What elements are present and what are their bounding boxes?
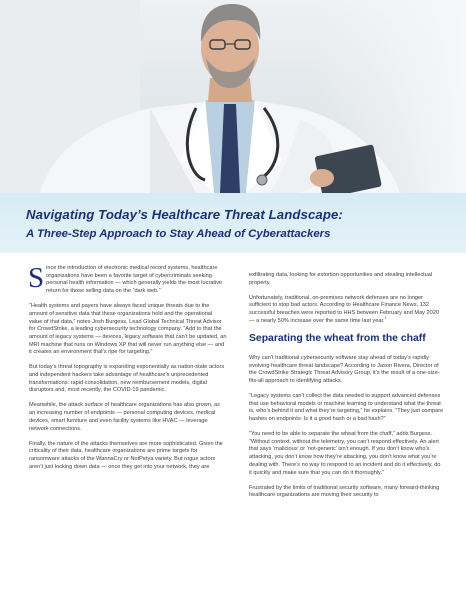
right-paragraph-3: Why can’t traditional cybersecurity software stay ahead of today’s rapidly evolving healthcare threat landscape? According to Jason Rivera, Director of the CrowdStrike Strategic Threat Advisory Group, it’s the result of a one-size-fits-all approach to identifying attacks. — [249, 354, 440, 384]
right-column — [249, 272, 444, 507]
intro-paragraph — [28, 262, 227, 296]
footnote-marker: 1 — [384, 315, 387, 320]
right-paragraph-1: exfiltrating data, looking for extortion opportunities and stealing intellectual property. — [249, 272, 433, 286]
title-band — [0, 193, 466, 253]
stethoscope-chestpiece-icon — [257, 175, 267, 185]
left-paragraph-4: Meanwhile, the attack surface of healthcare organizations has also grown, as an increasing number of endpoints — personal computing devices, medical devices, smart furniture and even facility systems like HVAC — leverage network connections. — [29, 402, 220, 432]
drop-cap: S — [28, 262, 45, 294]
left-paragraph-2: “Health systems and payers have always faced unique threats due to the amount of sensitive data that these organizations hold and the operational value of that data,” notes Josh Burgess, Lead Global Technical Threat Advisor for CrowdStrike, a leading cybersecurity technology company. “Add to that the amount of legacy systems — devices, legacy software that can’t be updated, an MRI machine that runs on Windows XP that will never run anything else — and it creates an environment that’s ripe for targeting.” — [29, 303, 227, 356]
page-subtitle: A Three-Step Approach to Stay Ahead of Cyberattackers — [26, 228, 331, 240]
right-paragraph-6: Frustrated by the limits of traditional security software, many forward-thinking healthcare organizations are moving their security to — [249, 484, 440, 499]
doctor-illustration — [0, 0, 466, 193]
left-column — [28, 262, 227, 479]
page-title: Navigating Today’s Healthcare Threat Landscape: — [26, 207, 343, 222]
right-paragraph-2 — [249, 295, 444, 326]
right-paragraph-4: “Legacy systems can’t collect the data needed to support advanced defenses that use behavioral models or machine learning to understand what the threat is, who’s behind it and what they’re targeting,” he explains. “They just compare hashes on endpoints: Is it a good hash or a bad hash?” — [249, 392, 444, 423]
hero-photo — [0, 0, 466, 193]
left-paragraph-3: But today’s threat topography is expanding exponentially as nation-state actors and independent hackers take advantage of healthcare’s unprecedented transformations: rapid consolidation, new reimbursement models, digital disruptors and, most recently, the COVID-19 pandemic. — [29, 364, 225, 394]
intro-text: ince the introduction of electronic medical record systems, healthcare organizations have been a favorite target of cybercriminals seeking personal health information — which generally yields the most lucrative return for those selling data on the “dark web.” — [46, 265, 223, 295]
right-paragraph-5: “You need to be able to separate the wheat from the chaff,” adds Burgess. “Without context, without the telemetry, you can’t respond effectively. An alert that says ‘malicious’ or ‘not-generic’ isn’t enough. If you don’t know who’s attacking, you don’t know how they’re attacking, you don’t know what you’re dealing with. There’s no way to respond to an incident and do it effectively, do it quickly and make sure that you can do it thoroughly.” — [249, 431, 441, 476]
right-paragraph-2-text: Unfortunately, traditional, on-premises network defenses are no longer sufficient to stop bad actors. According to Healthcare Finance News, 132 successful breaches were reported to HHS between February and May 2020 — a nearly 50% increase over the same time last year. — [249, 294, 439, 324]
section-heading: Separating the wheat from the chaff — [249, 332, 426, 344]
left-paragraph-5: Finally, the nature of the attacks themselves are more sophisticated. Given the criticality of their data, healthcare organizations are prime targets for ransomware attacks of the WannaCry or NotPetya variety. But rogue actors aren’t just locking down data — once they get into your network, they are — [29, 440, 223, 470]
hand — [310, 169, 334, 187]
